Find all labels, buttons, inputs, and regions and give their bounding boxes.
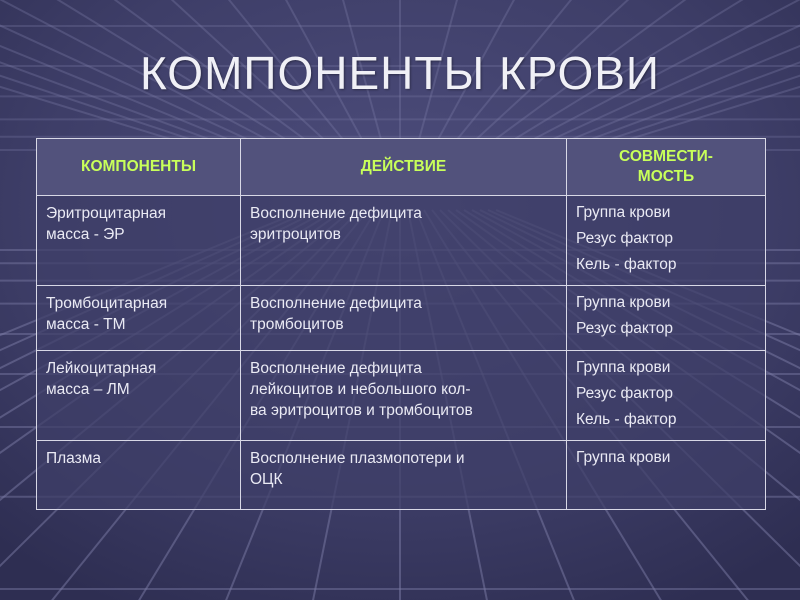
action-line2: тромбоцитов (250, 316, 344, 333)
compat-item: Резус фактор (576, 320, 673, 337)
action-line2: лейкоцитов и небольшого кол- (250, 381, 471, 398)
header-compat-line2: МОСТЬ (637, 168, 695, 185)
component-cell (37, 196, 241, 286)
action-cell (241, 286, 567, 351)
table-row (37, 441, 766, 510)
compat-item: Резус фактор (576, 230, 673, 247)
compat-item: Группа крови (576, 294, 671, 311)
component-cell (37, 351, 241, 441)
component-cell (37, 286, 241, 351)
compat-item: Группа крови (576, 359, 671, 376)
component-line2: масса - ТМ (46, 316, 126, 333)
header-action-label: ДЕЙСТВИЕ (360, 158, 447, 175)
header-compatibility (567, 139, 766, 196)
compatibility-cell (567, 196, 766, 286)
component-line2: масса – ЛМ (46, 381, 130, 398)
action-cell (241, 441, 567, 510)
compat-item: Группа крови (576, 449, 671, 466)
compatibility-cell (567, 286, 766, 351)
action-cell (241, 351, 567, 441)
action-line1: Восполнение дефицита (250, 205, 422, 222)
component-line1: Эритроцитарная (46, 205, 167, 222)
action-line2: эритроцитов (250, 226, 341, 243)
table-row (37, 351, 766, 441)
component-line1: Тромбоцитарная (46, 295, 168, 312)
compat-item: Кель - фактор (576, 256, 677, 273)
header-compat-line1: СОВМЕСТИ- (619, 148, 713, 165)
slide-title: КОМПОНЕНТЫ КРОВИ (140, 47, 660, 99)
component-cell (37, 441, 241, 510)
component-line1: Плазма (46, 450, 102, 467)
header-components (37, 139, 241, 196)
action-line2: ОЦК (250, 471, 283, 488)
header-action (241, 139, 567, 196)
component-line2: масса - ЭР (46, 226, 125, 243)
action-cell (241, 196, 567, 286)
compat-item: Группа крови (576, 204, 671, 221)
component-line1: Лейкоцитарная (46, 360, 157, 377)
action-line3: ва эритроцитов и тромбоцитов (250, 402, 473, 419)
table-row (37, 286, 766, 351)
compatibility-cell (567, 441, 766, 510)
header-components-label: КОМПОНЕНТЫ (81, 158, 196, 175)
blood-components-table (36, 138, 766, 510)
table-header-row (37, 139, 766, 196)
compat-item: Резус фактор (576, 385, 673, 402)
action-line1: Восполнение дефицита (250, 295, 422, 312)
action-line1: Восполнение дефицита (250, 360, 422, 377)
compatibility-cell (567, 351, 766, 441)
compat-item: Кель - фактор (576, 411, 677, 428)
table-row (37, 196, 766, 286)
action-line1: Восполнение плазмопотери и (250, 450, 465, 467)
